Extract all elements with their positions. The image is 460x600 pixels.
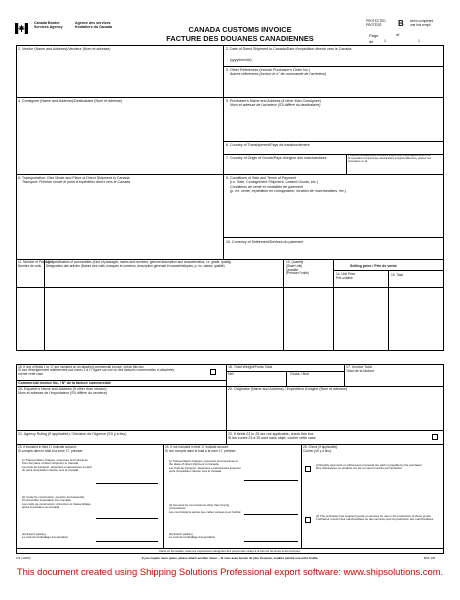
attached-invoice-checkbox[interactable] <box>210 369 216 375</box>
not-included-amounts-label: 24. If not included in field 17 indicate amount: Si non compris dans le total à la zone 17, préciser: <box>165 445 237 453</box>
included-export-packing-label: (iii) Export packing Le coût de l'emballage d'exportation <box>22 532 69 540</box>
conditions-of-sale-sub: (i.e. Sale, Consignment Shipment, Leased Goods, etc.) <box>230 180 318 184</box>
consignee-label: 4. Consignee (Name and Address)/Destinataire (Nom et adresse) <box>18 99 123 103</box>
originator-field[interactable] <box>228 393 442 429</box>
page-number[interactable]: 1 <box>384 39 386 43</box>
invoice-total-label: 17. Invoice Total Total de la facture <box>346 365 375 374</box>
gross-weight-field[interactable] <box>288 376 342 385</box>
transportation-label: 8. Transportation: Give Mode and Place of Direct Shipment to Canada <box>18 176 130 180</box>
currency-label: 10. Currency of Settlement/Devises du paiement <box>226 240 304 244</box>
not-included-transport-field[interactable] <box>244 480 298 481</box>
page-total[interactable]: 1 <box>418 39 420 43</box>
conditions-of-sale-label-fr: Conditions de vente et modalités de paiement <box>230 185 303 189</box>
included-construction-field[interactable] <box>96 518 158 519</box>
other-references-label-fr: Autres références (Inclure le n° de commande de l'acheteur) <box>230 72 327 76</box>
purchaser-supplied-checkbox[interactable] <box>305 517 311 523</box>
canada-flag-logo <box>15 21 28 32</box>
transhipment-country-label: 6. Country of Transhipment/Pays de transbordement <box>226 143 310 147</box>
when-completed-label: when completed une fois rempli <box>410 19 434 27</box>
date-format-label: (yyyy/mm/dd) <box>230 58 252 62</box>
vendor-label: 1. Vendor (Name and Address)/Vendeur (Nom et adresse) <box>18 47 111 51</box>
form-code: CI1 (10/00) <box>16 556 31 560</box>
protected-label: PROTECTED PROTÉGÉ <box>366 19 386 27</box>
agency-name-en: Canada Border Services Agency <box>34 21 63 30</box>
net-weight-field[interactable] <box>228 376 284 385</box>
agency-name-fr: Agence des services frontaliers du Canada <box>75 21 112 30</box>
purchaser-label-fr: Nom et adresse de l'acheteur (S'il diffère du destinataire) <box>230 103 321 107</box>
not-included-commissions-field[interactable] <box>244 514 298 515</box>
page-label: Page de <box>369 33 379 44</box>
included-export-packing-field[interactable] <box>96 541 158 542</box>
not-included-commissions-label: (ii) Amounts for commissions other than buying commissions Les commissions autres que celles versées pour l'achat <box>169 503 241 514</box>
originator-label: 20. Originator (Name and Address) / Expéditeur d'origine (Nom et adresse) <box>228 387 348 391</box>
not-included-export-packing-label: (iii) Export packing Le coût de l'emballage d'exportation <box>169 532 216 540</box>
not-included-export-packing-field[interactable] <box>244 541 298 542</box>
royalty-payments-checkbox[interactable] <box>305 466 311 472</box>
direct-shipment-date-label: 2. Date of Direct Shipment to Canada/Date d'expédition directe vers le Canada <box>226 47 352 51</box>
quantity-column-header: 13. Quantity (State Unit) Quantité (Préciser l'unité) <box>286 260 309 276</box>
included-amounts-label: 23. If included in field 17 indicate amount: Si compris dans le total à la zone 17, préciser: <box>18 445 84 453</box>
form-title-en: CANADA CUSTOMS INVOICE <box>188 25 292 34</box>
attached-invoice-label-fr: Si tout renseignement relativement aux zones 1 à 17 figure sur une ou des factures commerciales ci-attachées, cocher cette case <box>18 368 175 376</box>
royalty-payments-label: (i) Royalty payments or subsequent proceeds are paid or payable by the purchaser Des redevances ou produits ont été ou seront versés par l'acheteur <box>316 463 423 471</box>
agency-ruling-label: 21. Agency Ruling (If applicable) / Décision de l'Agence (S'il y a lieu) <box>18 432 127 436</box>
agency-ruling-field[interactable] <box>18 436 224 443</box>
fields-not-applicable-checkbox[interactable] <box>432 434 438 440</box>
commodities-column-header: 12. Specification of commodities (Kind of packages, marks and numbers, general description and characteristics, i.e. grade, quality) Désignation des articles (Nature des colis, marques et numéros, description générale et caractéristiques, p. ex. classe, qualité) <box>46 260 232 268</box>
country-of-origin-label: 7. Country of Origin of Goods/Pays d'origine des marchandises <box>226 156 327 160</box>
vendor-field[interactable] <box>17 46 222 98</box>
items-table-body[interactable] <box>17 288 443 350</box>
net-weight-label: Net <box>228 372 234 376</box>
form-title-fr: FACTURE DES DOUANES CANADIENNES <box>166 34 314 43</box>
purchaser-label: 5. Purchaser's Name and Address (if other than Consignee) <box>226 99 321 103</box>
total-weight-label: 16. Total Weight/Poids Total <box>228 365 273 369</box>
more-space-note: If you require more space, please attach another sheet. – Si vous avez besoin de plus d'espace, veuillez joindre une autre feuille. <box>141 556 319 560</box>
attached-invoice-label: 18. If any of fields 1 to 17 are included on an attached commercial invoice, check this box <box>18 365 144 369</box>
transportation-label-fr: Transport: Préciser mode et point d'expédition direct vers le Canada <box>22 180 131 184</box>
form-code-right: BSF 106 <box>424 556 436 560</box>
commercial-invoice-label: Commercial Invoice No. / N° de la facture commerciale <box>18 381 111 385</box>
invoice-total-field[interactable] <box>346 373 442 385</box>
consignee-field[interactable] <box>17 98 222 174</box>
selling-price-header: Selling price / Prix de vente <box>350 264 397 268</box>
purchaser-supplied-label: (ii) The purchaser has supplied goods or services for use in the production of these goods L'acheteur a fourni des marchandises ou des services pour la production des marchandises <box>316 514 434 522</box>
gross-weight-label: Gross / Brut <box>290 372 310 376</box>
included-construction-label: (ii) Costs for construction, erection and assembly incurred after importation into Canada Les coûts de construction, d'érection et d'assemblage après importation au Canada <box>22 495 91 510</box>
total-column-header: 15. Total <box>391 273 403 277</box>
fields-not-applicable-label: 22. If fields 23 to 25 are not applicable, check this box Si les zones 23 à 25 sont sans objet, cocher cette case <box>228 432 316 441</box>
country-of-origin-note: If shipment includes goods of different origins enter origins against items in 12. Si l'expédition comprend des marchandises d'origines différentes, préciser leur provenance en 12. <box>348 154 432 163</box>
other-references-label: 3. Other References (Include Purchaser's Order No.) <box>226 68 310 72</box>
unit-price-column-header: 14. Unit Price Prix unitaire <box>336 272 356 280</box>
conditions-of-sale-sub-fr: (p. ex. vente, expédition en consignation, location de marchandises, etc.) <box>230 189 347 193</box>
software-credit-footer: This document created using Shipping Solutions Professional export software: www.shipsolutions.com. <box>16 566 444 577</box>
conditions-of-sale-label: 9. Conditions of Sale and Terms of Payment <box>226 176 297 180</box>
included-transport-field[interactable] <box>96 483 158 484</box>
exporter-field[interactable] <box>18 396 224 429</box>
page-of-label: of <box>396 32 400 37</box>
gender-note: Dans ce formulaire, toute les expressions désignant des personnes visent à la fois les hommes et les femmes. <box>159 549 301 553</box>
check-if-applicable-label: 25. Check (if applicable): Cocher (s'il y a lieu): <box>303 445 339 453</box>
protected-value: B <box>398 19 404 28</box>
exporter-label: 19. Exporter's Name and Address (If other than Vendor) Nom et adresse de l'exportateur (S'il diffère du vendeur) <box>18 387 107 396</box>
transportation-field[interactable] <box>17 175 222 259</box>
packages-column-header: 11. Number of Packages Nombre de colis <box>18 260 53 268</box>
included-transport-label: (i) Transportation charges, expenses and insurance from the place of direct shipment to Canada Les frais de transport, dépenses et assurances à partir du point d'expédition directe vers le Canada <box>22 458 92 473</box>
not-included-transport-label: (i) Transportation charges, expenses and insurance to the place of direct shipment to Canada Les frais de transport, dépenses et assurances jusqu'au point d'expédition directe vers le Canada <box>169 459 241 474</box>
